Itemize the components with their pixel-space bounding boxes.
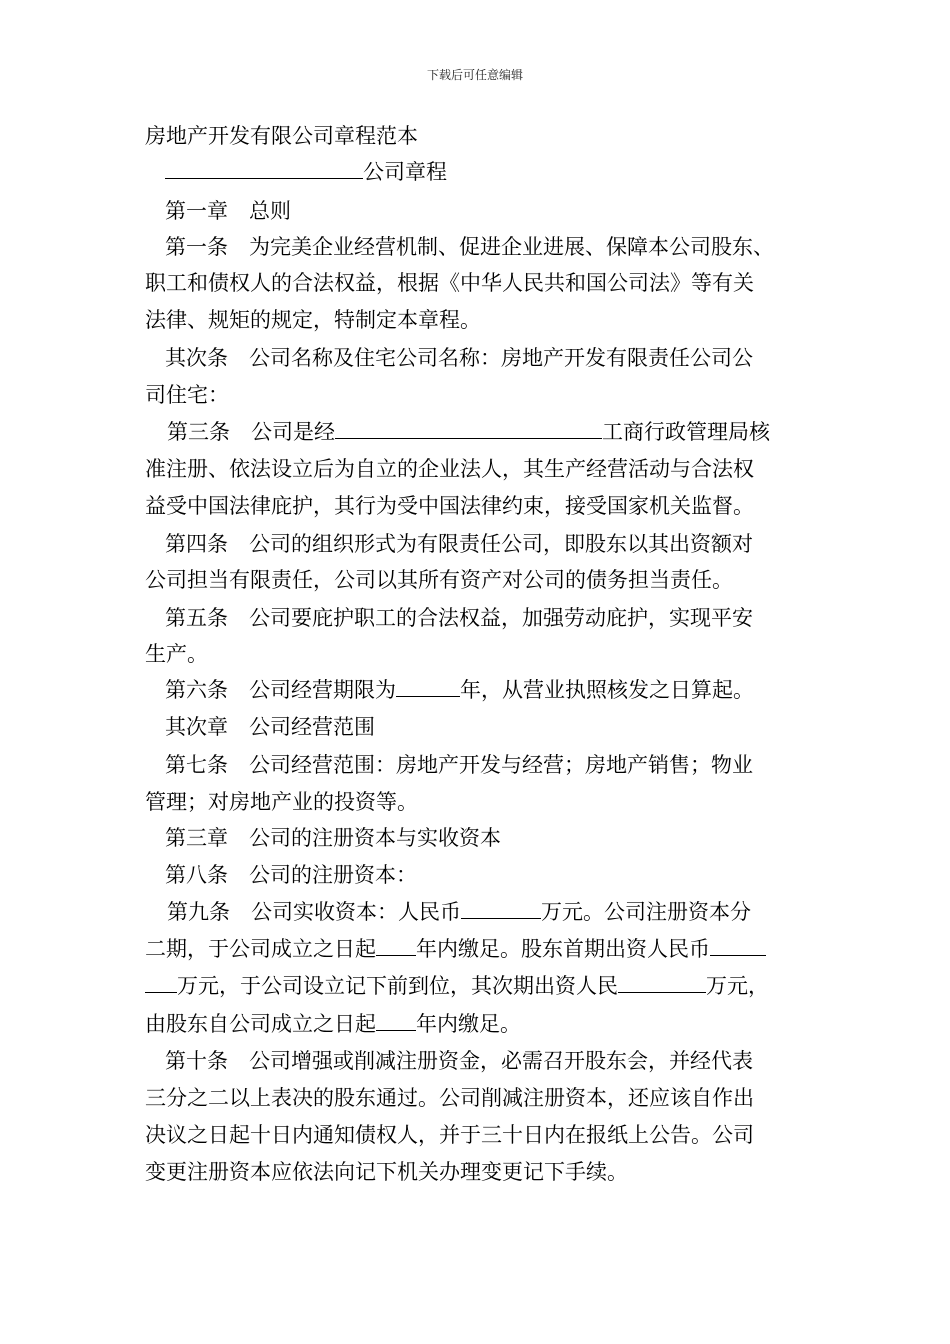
article-9-line-4: [145, 1010, 521, 1038]
article-6-line: [165, 676, 754, 704]
registration-authority-blank: [335, 418, 602, 439]
article-3-line-1: [167, 418, 770, 446]
article-7-line-1: 第七条 公司经营范围：房地产开发与经营；房地产销售；物业: [165, 753, 753, 777]
article-9-text-g: 由股东自公司成立之日起: [145, 1012, 376, 1036]
article-2-line-1: 其次条 公司名称及住宅公司名称：房地产开发有限责任公司公: [165, 346, 753, 370]
article-9-line-1: [167, 898, 751, 926]
article-1-line-1: 第一条 为完美企业经营机制、促进企业进展、保障本公司股东、: [165, 235, 774, 259]
chapter-2-heading: 其次章 公司经营范围: [165, 715, 375, 739]
paid-in-capital-blank: [461, 898, 541, 919]
chapter-1-heading: 第一章 总则: [165, 199, 291, 223]
company-title: 公司章程: [363, 160, 447, 184]
article-10-line-4: 变更注册资本应依法向记下机关办理变更记下手续。: [145, 1160, 628, 1184]
company-name-blank: [165, 158, 363, 179]
page-header: 下载后可任意编辑: [426, 68, 523, 82]
term-years-blank: [396, 676, 460, 697]
article-6-text-a: 第六条 公司经营期限为: [165, 678, 396, 702]
article-9-text-e: 万元，于公司设立记下前到位，其次期出资人民: [177, 974, 618, 998]
article-10-line-3: 决议之日起十日内通知债权人，并于三十日内在报纸上公告。公司: [145, 1123, 754, 1147]
article-5-line-1: 第五条 公司要庇护职工的合法权益，加强劳动庇护，实现平安: [165, 606, 753, 630]
chapter-3-heading: 第三章 公司的注册资本与实收资本: [165, 826, 501, 850]
article-9-line-2: [145, 935, 766, 963]
article-4-line-2: 公司担当有限责任，公司以其所有资产对公司的债务担当责任。: [145, 568, 733, 592]
article-1-line-3: 法律、规矩的规定，特制定本章程。: [145, 308, 481, 332]
article-9-line-3: [145, 972, 769, 1000]
article-1-line-2: 职工和债权人的合法权益，根据《中华人民共和国公司法》等有关: [145, 271, 754, 295]
article-7-line-2: 管理；对房地产业的投资等。: [145, 790, 418, 814]
article-5-line-2: 生产。: [145, 642, 208, 666]
first-payment-blank-b: [145, 972, 177, 993]
first-payment-blank-a: [710, 935, 766, 956]
article-2-line-2: 司住宅：: [145, 383, 229, 407]
article-9-text-c: 二期，于公司成立之日起: [145, 937, 376, 961]
document-title: 房地产开发有限公司章程范本: [145, 124, 418, 148]
company-title-line: [165, 158, 447, 186]
article-8-line: 第八条 公司的注册资本：: [165, 863, 417, 887]
article-4-line-1: 第四条 公司的组织形式为有限责任公司，即股东以其出资额对: [165, 532, 753, 556]
article-10-line-2: 三分之二以上表决的股东通过。公司削减注册资本，还应该自作出: [145, 1086, 754, 1110]
payment-years-blank: [376, 935, 416, 956]
article-3-text-b: 工商行政管理局核: [602, 420, 770, 444]
article-9-text-a: 第九条 公司实收资本：人民币: [167, 900, 461, 924]
article-3-line-3: 益受中国法律庇护，其行为受中国法律约束，接受国家机关监督。: [145, 494, 754, 518]
article-9-text-d: 年内缴足。股东首期出资人民币: [416, 937, 710, 961]
article-6-text-b: 年，从营业执照核发之日算起。: [460, 678, 754, 702]
second-payment-blank: [618, 972, 706, 993]
article-9-text-h: 年内缴足。: [416, 1012, 521, 1036]
second-payment-years-blank: [376, 1010, 416, 1031]
article-3-line-2: 准注册、依法设立后为自立的企业法人，其生产经营活动与合法权: [145, 457, 754, 481]
article-9-text-f: 万元，: [706, 974, 769, 998]
article-10-line-1: 第十条 公司增强或削减注册资金，必需召开股东会，并经代表: [165, 1049, 753, 1073]
article-3-text-a: 第三条 公司是经: [167, 420, 335, 444]
article-9-text-b: 万元。公司注册资本分: [541, 900, 751, 924]
